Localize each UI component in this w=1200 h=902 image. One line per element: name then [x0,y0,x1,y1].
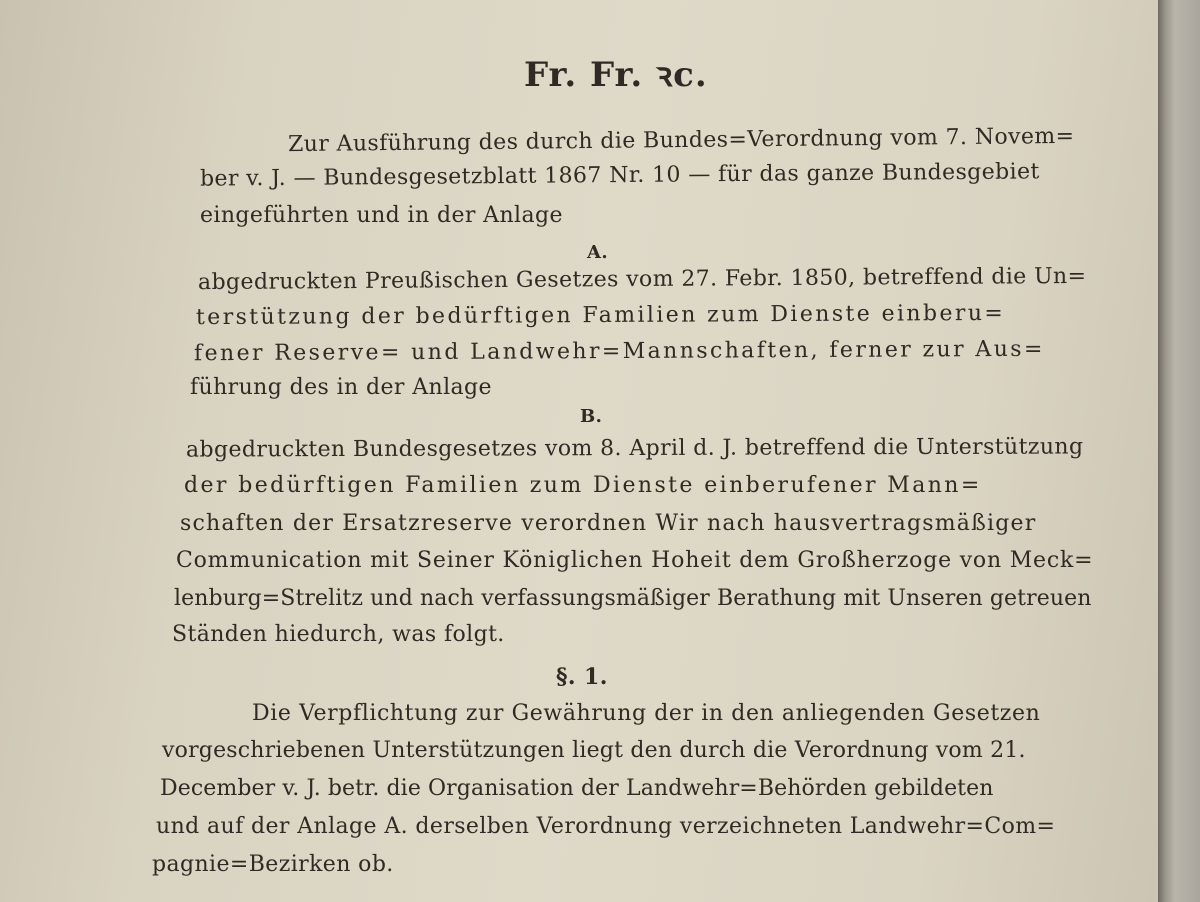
text-line: schaften der Ersatzreserve verordnen Wir nach hausvertragsmäßiger [180,511,1037,536]
text-line: und auf der Anlage A. derselben Verordnung verzeichneten Landwehr=Com= [156,814,1056,839]
annex-marker: B. [580,406,603,427]
text-line: abgedruckten Preußischen Gesetzes vom 27. Febr. 1850, betreffend die Un= [197,263,1087,296]
facing-page-edge [1158,0,1200,902]
text-line: Communication mit Seiner Königlichen Hoheit dem Großherzoge von Meck= [176,548,1094,573]
text-line: ber v. J. — Bundesgesetzblatt 1867 Nr. 10 — für das ganze Bundesgebiet [199,159,1040,192]
page-heading: Fr. Fr. ꝛc. [524,55,708,95]
text-line: December v. J. betr. die Organisation der Landwehr=Behörden gebildeten [160,776,994,801]
text-line: vorgeschriebenen Unterstützungen liegt den durch die Verordnung vom 21. [162,738,1026,763]
text-line: abgedruckten Bundesgesetzes vom 8. April d. J. betreffend die Unterstützung [185,434,1084,463]
text-line: führung des in der Anlage [190,375,492,400]
text-line: lenburg=Strelitz und nach verfassungsmäßiger Berathung mit Unseren getreuen [174,586,1092,611]
text-line: Ständen hiedurch, was folgt. [172,622,505,647]
annex-marker: A. [587,242,609,263]
text-line: Zur Ausführung des durch die Bundes=Verordnung vom 7. Novem= [287,123,1075,158]
text-line: pagnie=Bezirken ob. [152,852,394,877]
text-line: terstützung der bedürftigen Familien zum Dienste einberu= [195,300,1006,331]
text-line: fener Reserve= und Landwehr=Mannschaften, ferner zur Aus= [193,336,1045,367]
text-line: Die Verpflichtung zur Gewährung der in den anliegenden Gesetzen [252,701,1041,726]
text-line: der bedürftigen Familien zum Dienste einberufener Mann= [184,473,982,498]
text-line: eingeführten und in der Anlage [200,203,563,228]
section-marker: §. 1. [556,664,608,690]
